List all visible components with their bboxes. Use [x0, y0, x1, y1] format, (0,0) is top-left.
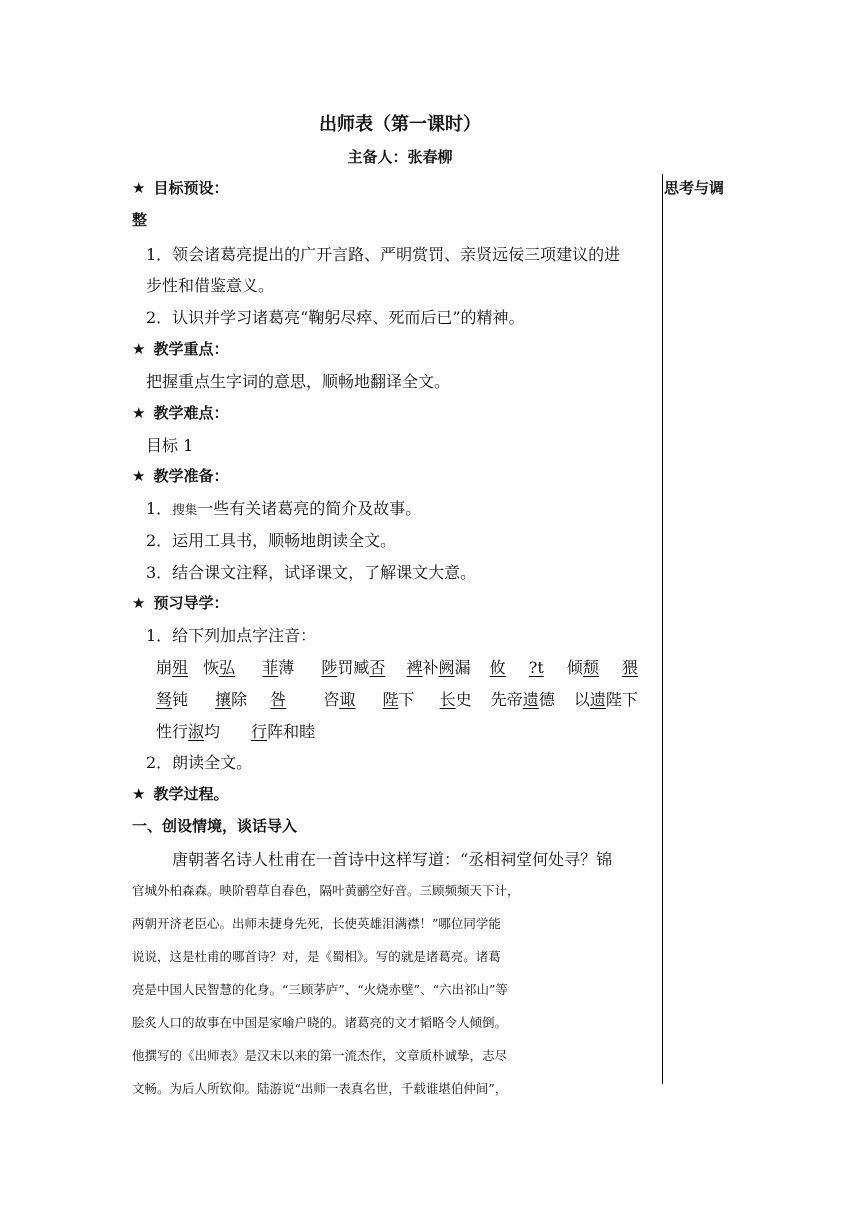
page-subtitle: 主备人：张春柳 — [347, 148, 453, 166]
intro-line: 唐朝著名诗人杜甫在一首诗中这样写道：“丞相祠堂何处寻？锦 — [172, 850, 613, 869]
preview-heading: ★ 预习导学： — [132, 594, 229, 612]
star-icon: ★ — [132, 594, 146, 612]
star-icon: ★ — [132, 340, 146, 358]
prep-1: 1．搜集一些有关诸葛亮的简介及故事。 — [146, 499, 422, 518]
star-icon: ★ — [132, 467, 146, 485]
process-heading: ★ 教学过程。 — [132, 785, 229, 803]
goals-heading-continuation: 整 — [132, 211, 148, 229]
body-small-line: 两朝开济老臣心。出师未捷身先死，长使英雄泪满襟！”哪位同学能 — [132, 916, 501, 931]
body-small-line: 官城外柏森森。映阶碧草自春色，隔叶黄鹂空好音。三顾频频天下计， — [132, 883, 520, 898]
part-1-heading: 一、创设情境，谈话导入 — [132, 817, 298, 835]
star-icon: ★ — [132, 404, 146, 422]
body-small-line: 说说，这是杜甫的哪首诗？对，是《蜀相》。写的就是诸葛亮。诸葛 — [132, 949, 501, 964]
pinyin-row: 性行淑均 行阵和睦 — [156, 722, 316, 741]
body-small-line: 脍炙人口的故事在中国是家喻户晓的。诸葛亮的文才韬略令人倾倒。 — [132, 1015, 508, 1030]
prep-heading: ★ 教学准备： — [132, 467, 229, 485]
body-small-line: 亮是中国人民智慧的化身。“三顾茅庐”、“火烧赤壁”、“六出祁山”等 — [132, 982, 508, 997]
prep-2: 2．运用工具书，顺畅地朗读全文。 — [146, 531, 397, 550]
column-divider — [662, 174, 663, 1084]
page-title: 出师表（第一课时） — [319, 114, 481, 135]
pinyin-row: 崩殂 恢弘 菲薄 陟罚臧否 裨补阙漏 攸 ?t 倾颓 猥 — [156, 658, 639, 677]
body-small-line: 他撰写的《出师表》是汉末以来的第一流杰作，文章质朴诚挚，志尽 — [132, 1048, 508, 1063]
preview-2: 2．朗读全文。 — [146, 753, 253, 772]
body-small-line: 文畅。为后人所钦仰。陆游说“出师一表真名世，千载谁堪伯仲间”， — [132, 1081, 508, 1096]
prep-3: 3．结合课文注释，试译课文，了解课文大意。 — [146, 563, 477, 582]
goal-2: 2．认识并学习诸葛亮“鞠躬尽瘁、死而后已”的精神。 — [146, 308, 525, 327]
key-heading: ★ 教学重点： — [132, 340, 229, 358]
difficulty-text: 目标 1 — [146, 436, 194, 455]
side-column-label: 思考与调 — [664, 179, 725, 197]
pinyin-row: 驽钝 攘除 咎 咨诹 陛下 长史 先帝遗德 以遗陛下 — [156, 690, 638, 709]
key-text: 把握重点生字词的意思，顺畅地翻译全文。 — [146, 372, 451, 391]
preview-1: 1．给下列加点字注音： — [146, 626, 317, 645]
goal-1-line-1: 1．领会诸葛亮提出的广开言路、严明赏罚、亲贤远佞三项建议的进 — [146, 245, 621, 264]
difficulty-heading: ★ 教学难点： — [132, 404, 229, 422]
goal-1-line-2: 步性和借鉴意义。 — [146, 276, 275, 295]
star-icon: ★ — [132, 179, 146, 197]
star-icon: ★ — [132, 785, 146, 803]
goals-heading: ★ 目标预设： — [132, 179, 229, 197]
